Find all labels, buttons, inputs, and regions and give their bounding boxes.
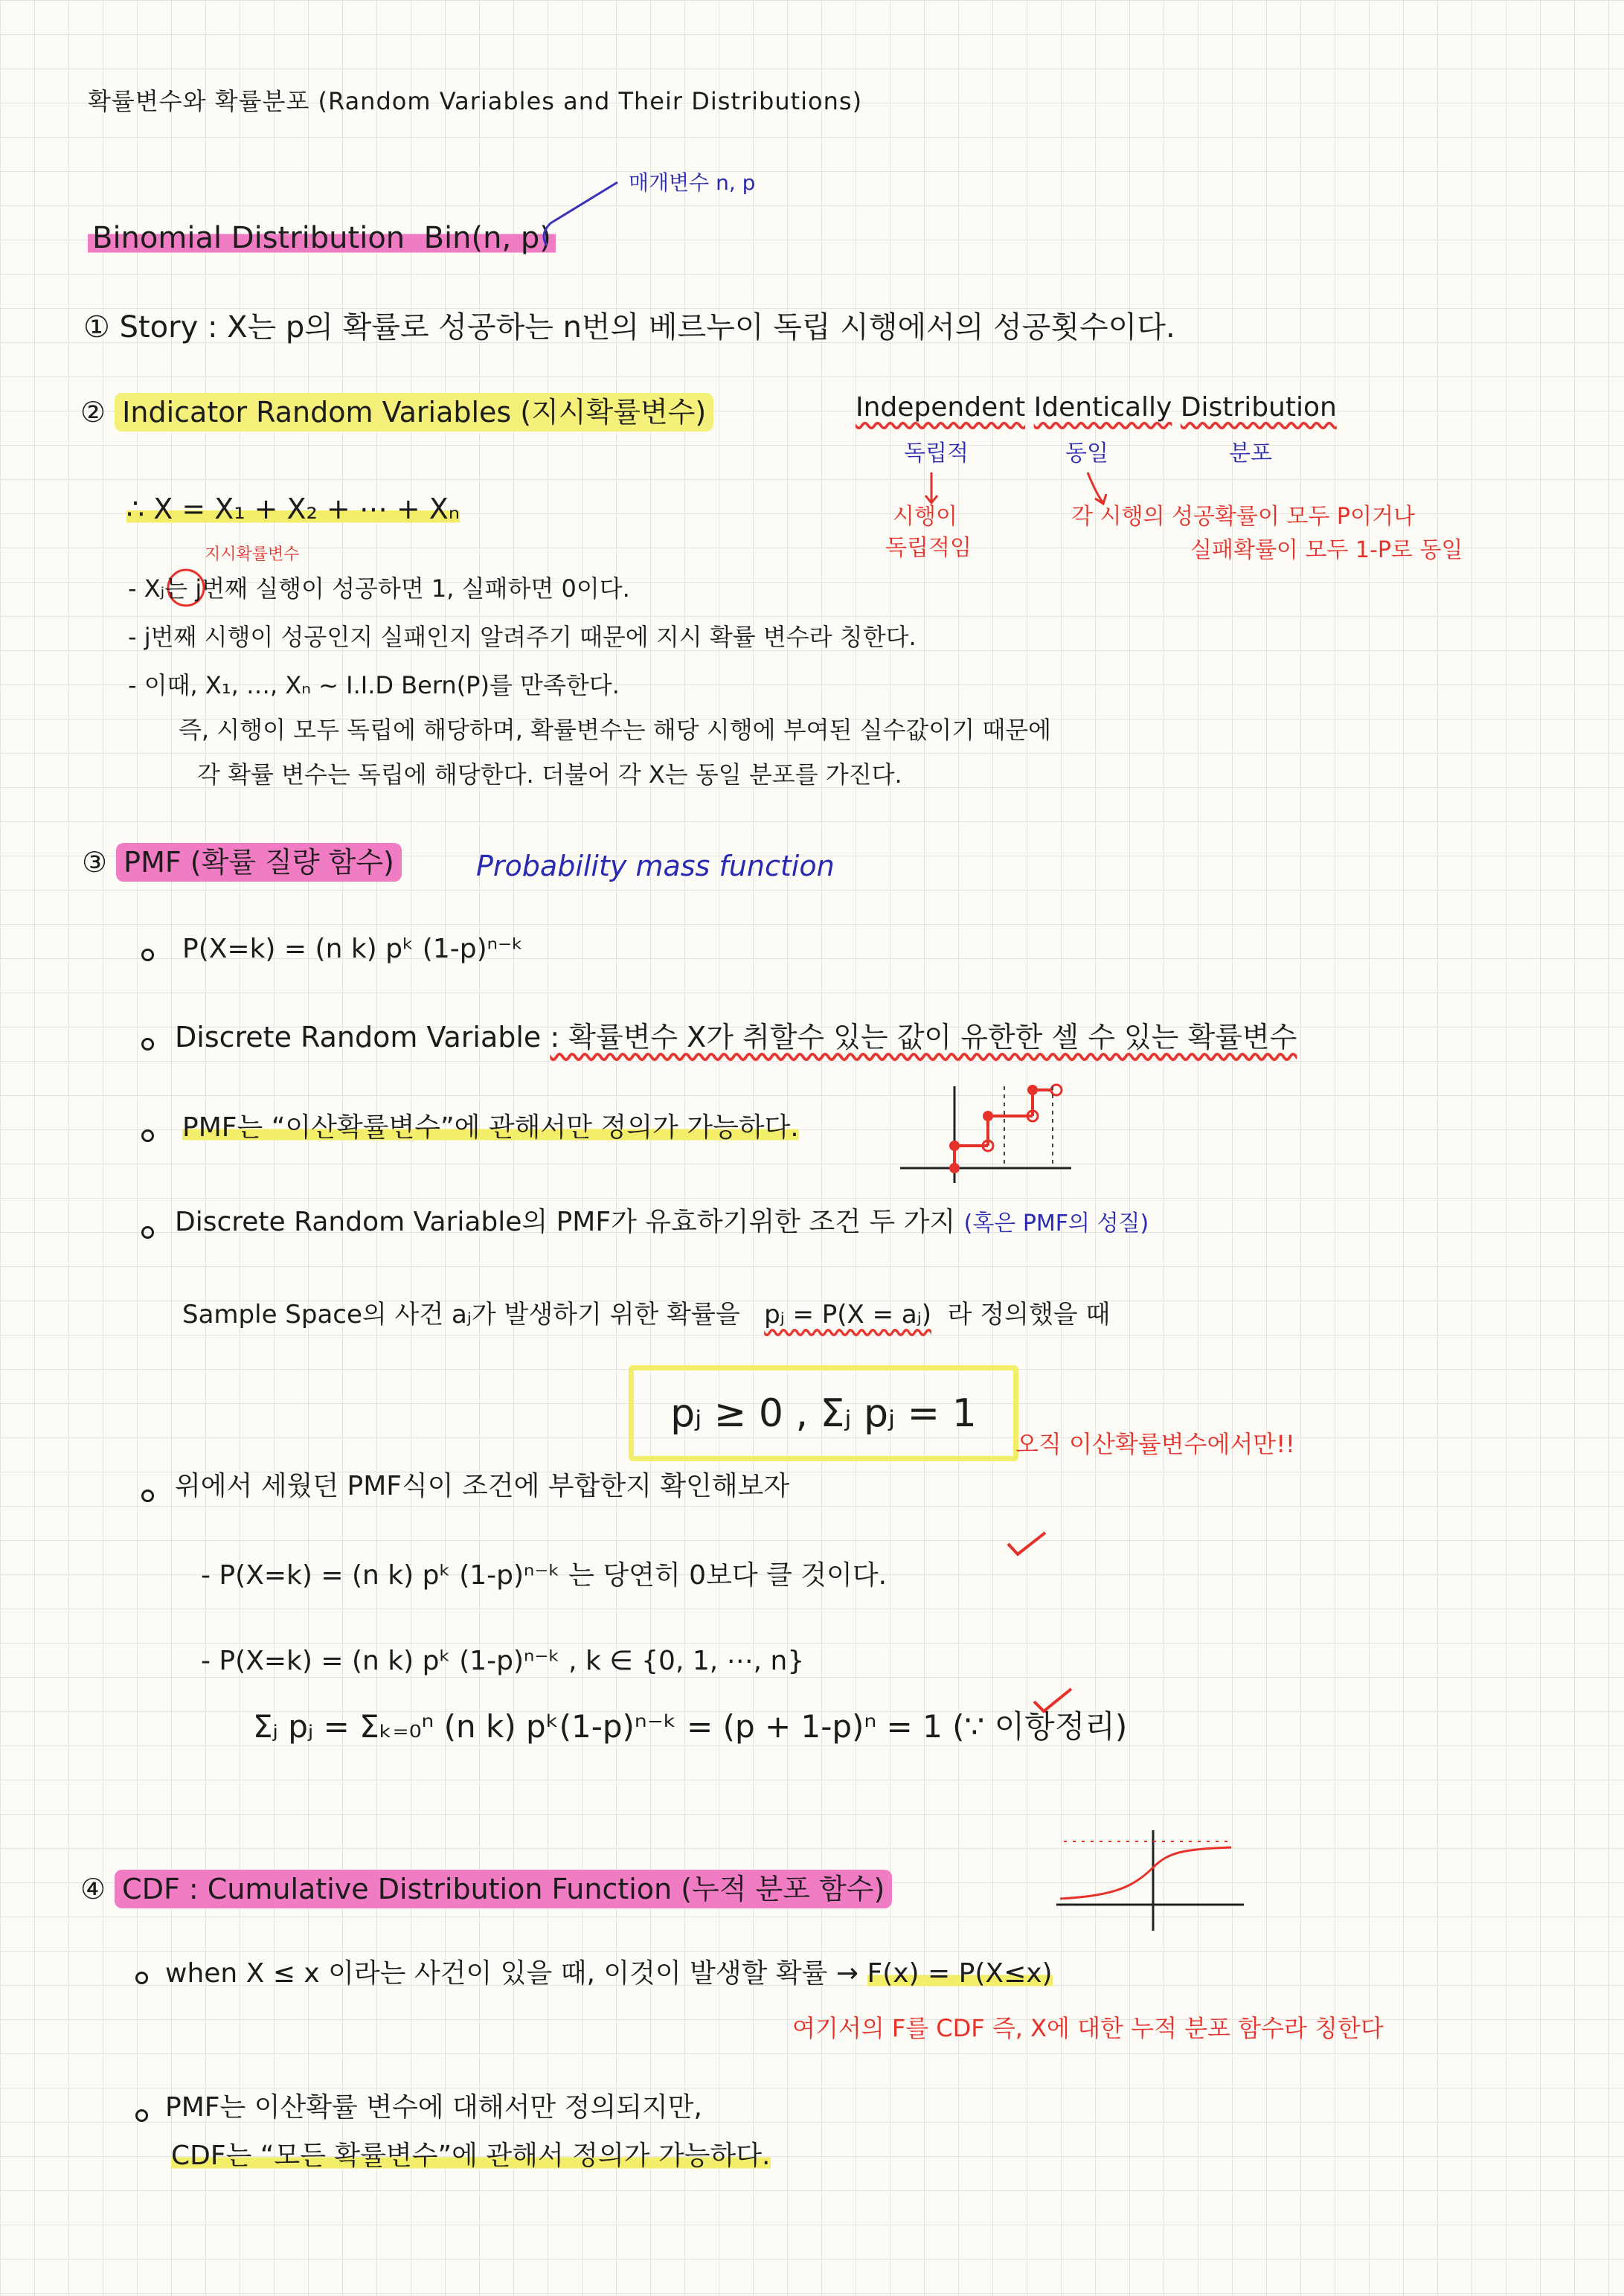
pmf-formula: P(X=k) = (n k) pᵏ (1-p)ⁿ⁻ᵏ (182, 934, 524, 964)
bullet (141, 1226, 154, 1239)
cdf-when-text: when X ≤ x 이라는 사건이 있을 때, 이것이 발생할 확률 → (165, 1958, 859, 1989)
check-mark-icon (1030, 1685, 1075, 1715)
cdf-fx: F(x) = P(X≤x) (867, 1958, 1053, 1989)
cdf-when-row (165, 1960, 1053, 1987)
iid-independent: Independent (856, 392, 1026, 423)
story-label: Story : (119, 310, 218, 344)
conditions-formula: pⱼ ≥ 0 , Σⱼ pⱼ = 1 (670, 1391, 977, 1436)
sum-note: (∵ 이항정리) (952, 1708, 1128, 1745)
iid-identically-ko: 동일 (1065, 440, 1108, 466)
iid-independent-ko: 독립적 (904, 440, 969, 466)
same-note-2: 실패확률이 모두 1-P로 동일 (1190, 537, 1463, 563)
check-head: 위에서 세웠던 PMF식이 조건에 부합한지 확인해보자 (175, 1471, 790, 1501)
indicator-line-4: 즉, 시행이 모두 독립에 해당하며, 확률변수는 해당 시행에 부여된 실수값이기 때문에 (179, 716, 1052, 744)
bullet (135, 2109, 148, 2122)
sample-space-row (182, 1300, 1111, 1330)
pmf-only-discrete (182, 1112, 799, 1143)
indicator-line-3: - 이때, X₁, …, Xₙ ~ I.I.D Bern(P)를 만족한다. (128, 671, 620, 699)
pmf-number: ③ (82, 846, 108, 879)
pmf-vs-cdf-2: CDF는 “모든 확률변수”에 관해서 정의가 가능하다. (171, 2141, 771, 2171)
same-note-1: 각 시행의 성공확률이 모두 P이거나 (1071, 504, 1415, 530)
check-line-2: - P(X=k) = (n k) pᵏ (1-p)ⁿ⁻ᵏ , k ∈ {0, 1, ⋯, n} (201, 1646, 805, 1676)
param-arrow (536, 179, 625, 260)
pmf-step-sketch (900, 1071, 1071, 1183)
xj-note: 지시확률변수 (205, 545, 300, 564)
binomial-heading-text: Binomial Distribution (92, 221, 405, 255)
binomial-heading (88, 223, 556, 253)
check-line-1 (201, 1562, 887, 1589)
pmf-heading: PMF (확률 질량 함수) (116, 843, 402, 882)
iid-distribution: Distribution (1180, 392, 1337, 423)
indicator-number: ② (80, 396, 106, 429)
check-mark-icon (1004, 1529, 1049, 1559)
sum-line-row (253, 1708, 1128, 1745)
iid-identically: Identically (1033, 392, 1172, 423)
bullet (141, 1489, 154, 1502)
trial-note-1: 시행이 (893, 504, 957, 530)
indicator-line-5: 각 확률 변수는 독립에 해당한다. 더불어 각 X는 동일 분포를 가진다. (197, 760, 902, 789)
binomial-notation: Bin(n, p) (423, 221, 551, 255)
page-title: 확률변수와 확률분포 (Random Variables and Their Distributions) (88, 87, 863, 115)
param-note: 매개변수 n, p (629, 170, 756, 195)
discrete-rv-label: Discrete Random Variable (175, 1021, 542, 1054)
bullet (141, 1129, 154, 1142)
iid-distribution-ko: 분포 (1229, 440, 1272, 466)
indicator-sum-formula (126, 495, 460, 523)
pmf-english: Probability mass function (476, 850, 835, 882)
pj-tail: 라 정의했을 때 (947, 1300, 1111, 1330)
cdf-number: ④ (80, 1873, 106, 1905)
sample-space-text: Sample Space의 사건 aⱼ가 발생하기 위한 확률을 (182, 1300, 740, 1330)
condition-head: Discrete Random Variable의 PMF가 유효하기위한 조건 두 가지 (175, 1207, 956, 1237)
indicator-heading: Indicator Random Variables (지시확률변수) (115, 393, 713, 432)
discrete-rv-definition: : 확률변수 X가 취할수 있는 값이 유한한 셀 수 있는 확률변수 (550, 1021, 1297, 1054)
bullet (141, 1038, 154, 1051)
discrete-rv-row (175, 1021, 1297, 1054)
bullet (135, 1972, 148, 1984)
pmf-vs-cdf-2-row (171, 2143, 771, 2170)
indicator-line-2: - j번째 시행이 성공인지 실패인지 알려주기 때문에 지시 확률 변수라 칭한다. (128, 623, 917, 651)
check-line-1-text: - P(X=k) = (n k) pᵏ (1-p)ⁿ⁻ᵏ 는 당연히 0보다 클 것이다. (201, 1560, 888, 1591)
sum-line: Σⱼ pⱼ = Σₖ₌₀ⁿ (n k) pᵏ(1-p)ⁿ⁻ᵏ = (p + 1-p)ⁿ = 1 (253, 1708, 943, 1745)
cdf-curve-sketch (1056, 1823, 1250, 1934)
iid-words (856, 394, 1337, 421)
pmf-heading-row (82, 846, 402, 879)
pmf-vs-cdf-1: PMF는 이산확률 변수에 대해서만 정의되지만, (165, 2092, 702, 2123)
conditions-box (629, 1365, 1018, 1461)
indicator-line-1: - Xⱼ는 j번째 실행이 성공하면 1, 실패하면 0이다. (128, 574, 630, 603)
pmf-only-text: PMF는 “이산확률변수”에 관해서만 정의가 가능하다. (182, 1112, 799, 1143)
story-line (83, 312, 1175, 342)
pj-definition: pⱼ = P(X = aⱼ) (764, 1300, 931, 1330)
only-discrete-note: 오직 이산확률변수에서만!! (1015, 1430, 1295, 1458)
indicator-sum-text: ∴ X = X₁ + X₂ + ⋯ + Xₙ (126, 493, 460, 525)
story-number: ① (83, 310, 110, 344)
trial-note-2: 독립적임 (885, 535, 972, 561)
cdf-heading-row (80, 1875, 892, 1903)
condition-note: (혹은 PMF의 성질) (963, 1210, 1149, 1237)
cdf-red-note: 여기서의 F를 CDF 즉, X에 대한 누적 분포 함수라 칭한다 (792, 2014, 1384, 2042)
condition-row (175, 1209, 1149, 1236)
cdf-heading: CDF : Cumulative Distribution Function (누적 분포 함수) (115, 1870, 892, 1908)
story-text: X는 p의 확률로 성공하는 n번의 베르누이 독립 시행에서의 성공횟수이다. (227, 310, 1175, 344)
indicator-heading-row (80, 396, 713, 429)
bullet (141, 949, 154, 961)
